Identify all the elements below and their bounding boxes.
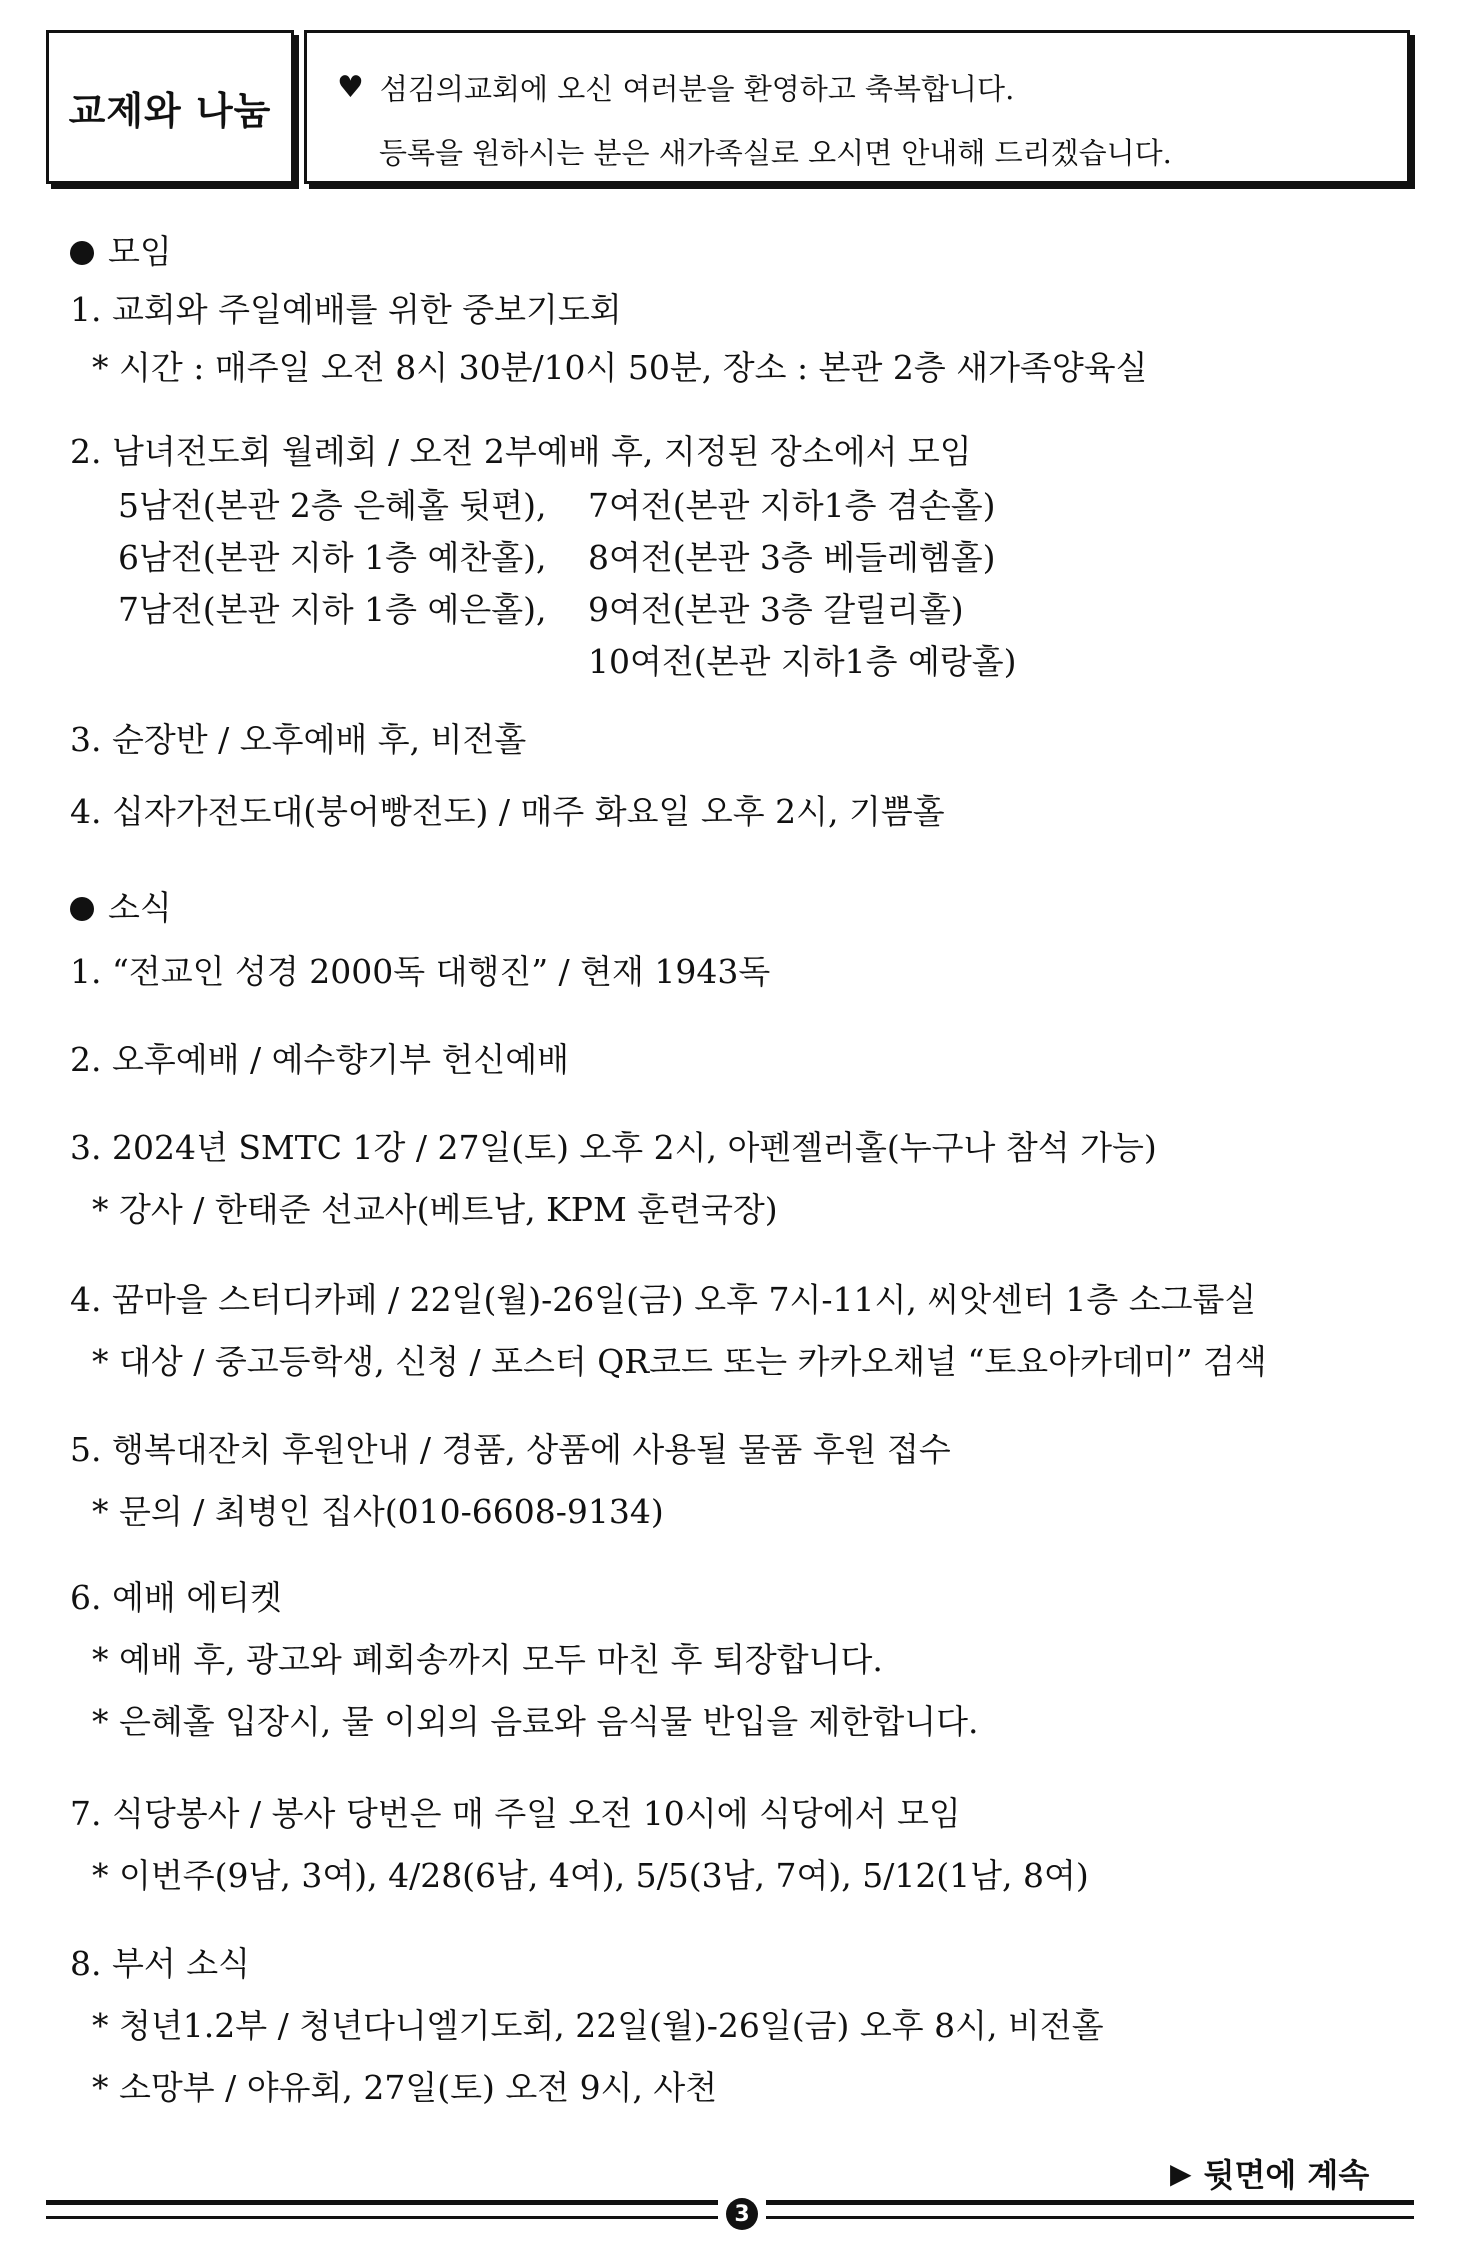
meeting-item-2: 2. 남녀전도회 월례회 / 오전 2부예배 후, 지정된 장소에서 모임 [70, 432, 972, 471]
meeting-item-1: 1. 교회와 주일예배를 위한 중보기도회 [70, 290, 622, 329]
news-item-2: 2. 오후예배 / 예수향기부 헌신예배 [70, 1040, 569, 1079]
news-item-5-note: * 문의 / 최병인 집사(010-6608-9134) [92, 1492, 664, 1531]
news-item-8: 8. 부서 소식 [70, 1944, 250, 1983]
footer-rule-right-bottom [766, 2216, 1414, 2219]
footer-rule-left-top [46, 2200, 718, 2205]
news-item-3-note: * 강사 / 한태준 선교사(베트남, KPM 훈련국장) [92, 1190, 778, 1229]
play-triangle-icon: ▶ [1170, 2156, 1192, 2190]
news-item-4: 4. 꿈마을 스터디카페 / 22일(월)-26일(금) 오후 7시-11시, 씨앗센터 1층 소그룹실 [70, 1280, 1257, 1319]
section-title: 교제와 나눔 [68, 88, 272, 133]
section-title-box [46, 30, 294, 184]
welcome-box [304, 30, 1410, 184]
news-item-7: 7. 식당봉사 / 봉사 당번은 매 주일 오전 10시에 식당에서 모임 [70, 1794, 961, 1833]
meetings-heading-text: 모임 [108, 232, 172, 271]
news-item-7-note: * 이번주(9남, 3여), 4/28(6남, 4여), 5/5(3남, 7여), 5/12(1남, 8여) [92, 1856, 1089, 1895]
bullet-icon [70, 241, 94, 265]
news-heading-text: 소식 [108, 888, 172, 927]
continued-text: 뒷면에 계속 [1203, 2156, 1370, 2194]
men-group-6: 6남전(본관 지하 1층 예찬홀), [118, 538, 547, 577]
page-number: 3 [726, 2198, 758, 2230]
news-item-8-note-2: * 소망부 / 야유회, 27일(토) 오전 9시, 사천 [92, 2068, 718, 2107]
news-item-6-note-1: * 예배 후, 광고와 폐회송까지 모두 마친 후 퇴장합니다. [92, 1640, 883, 1679]
heart-icon: ♥ [337, 70, 364, 105]
news-item-3: 3. 2024년 SMTC 1강 / 27일(토) 오후 2시, 아펜젤러홀(누구나 참석 가능) [70, 1128, 1157, 1167]
bullet-icon [70, 897, 94, 921]
news-item-1: 1. “전교인 성경 2000독 대행진” / 현재 1943독 [70, 952, 771, 991]
women-group-9: 9여전(본관 3층 갈릴리홀) [588, 590, 964, 629]
welcome-line-1 [337, 67, 1014, 108]
news-item-6-note-2: * 은혜홀 입장시, 물 이외의 음료와 음식물 반입을 제한합니다. [92, 1702, 979, 1741]
women-group-8: 8여전(본관 3층 베들레헴홀) [588, 538, 996, 577]
news-item-8-note-1: * 청년1.2부 / 청년다니엘기도회, 22일(월)-26일(금) 오후 8시, 비전홀 [92, 2006, 1104, 2045]
meeting-item-3: 3. 순장반 / 오후예배 후, 비전홀 [70, 720, 527, 759]
news-item-6: 6. 예배 에티켓 [70, 1578, 282, 1617]
news-item-4-note: * 대상 / 중고등학생, 신청 / 포스터 QR코드 또는 카카오채널 “토요아카데미” 검색 [92, 1342, 1267, 1381]
men-group-5: 5남전(본관 2층 은혜홀 뒷편), [118, 486, 547, 525]
welcome-text-1: 섬김의교회에 오신 여러분을 환영하고 축복합니다. [379, 72, 1015, 106]
welcome-line-2: 등록을 원하시는 분은 새가족실로 오시면 안내해 드리겠습니다. [379, 136, 1172, 170]
men-group-7: 7남전(본관 지하 1층 예은홀), [118, 590, 547, 629]
footer-rule-left-bottom [46, 2216, 718, 2219]
women-group-10: 10여전(본관 지하1층 예랑홀) [588, 642, 1017, 681]
footer-rule-right-top [766, 2200, 1414, 2205]
news-item-5: 5. 행복대잔치 후원안내 / 경품, 상품에 사용될 물품 후원 접수 [70, 1430, 951, 1469]
news-heading [70, 888, 172, 928]
women-group-7: 7여전(본관 지하1층 겸손홀) [588, 486, 996, 525]
meeting-item-4: 4. 십자가전도대(붕어빵전도) / 매주 화요일 오후 2시, 기쁨홀 [70, 792, 945, 831]
meeting-item-1-note: * 시간 : 매주일 오전 8시 30분/10시 50분, 장소 : 본관 2층 새가족양육실 [92, 348, 1148, 387]
meetings-heading [70, 232, 172, 272]
continued-note [1170, 2150, 1369, 2196]
